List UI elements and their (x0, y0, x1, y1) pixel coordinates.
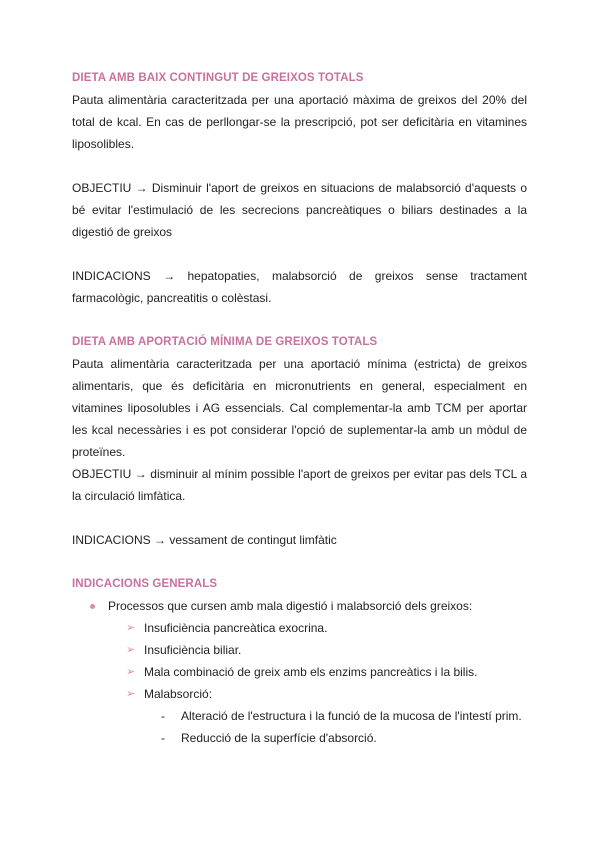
sub-sub-list-item-text: Alteració de l'estructura i la funció de la mucosa de l'intestí prim. (181, 709, 522, 723)
section-description: Pauta alimentària caracteritzada per una aportació mínima (estricta) de greixos alimentaris, que és deficitària en micronutrients en general, especialment en vitamines liposolubles i AG essencials. Cal complementar-la amb TCM per aportar les kcal necessàries i es pot considerar l'opció de suplementar-la amb un mòdul de proteïnes. (72, 357, 527, 459)
section-heading-general-indications: INDICACIONS GENERALS (72, 578, 218, 590)
general-indications-list (72, 595, 527, 749)
sub-list-item (108, 661, 527, 683)
sub-list-item (108, 639, 527, 661)
list-item-text: Processos que cursen amb mala digestió i malabsorció dels greixos: (108, 599, 473, 613)
sub-sub-list-item (144, 727, 527, 749)
sub-list-item (108, 617, 527, 639)
sub-list (108, 617, 527, 749)
sub-list-item-text: Insuficiència biliar. (144, 643, 242, 657)
section-indications: INDICACIONS → vessament de contingut limfàtic (72, 533, 337, 547)
bullet-dot-icon (90, 604, 95, 609)
section-description: Pauta alimentària caracteritzada per una aportació màxima de greixos del 20% del total de kcal. En cas de perllongar-se la prescripció, pot ser deficitària en vitamines liposolibles. (72, 93, 527, 151)
sub-list-item-text: Mala combinació de greix amb els enzims pancreàtics i la bilis. (144, 665, 478, 679)
arrow-bullet-icon: ➢ (126, 666, 136, 678)
section-heading-minimal-fat: DIETA AMB APORTACIÓ MÍNIMA DE GREIXOS TOTALS (72, 336, 378, 348)
sub-sub-list-item (144, 705, 527, 727)
dash-bullet-icon: - (161, 709, 165, 723)
sub-sub-list-item-text: Reducció de la superfície d'absorció. (181, 731, 377, 745)
arrow-bullet-icon: ➢ (126, 688, 136, 700)
section-indications: INDICACIONS → hepatopaties, malabsorció de greixos sense tractament farmacològic, pancreatitis o colèstasi. (72, 269, 527, 305)
section-heading-low-fat: DIETA AMB BAIX CONTINGUT DE GREIXOS TOTALS (72, 72, 364, 84)
sub-list-item (108, 683, 527, 749)
document-page (72, 67, 527, 749)
dash-bullet-icon: - (161, 731, 165, 745)
sub-list-item-text: Malabsorció: (144, 687, 213, 701)
arrow-bullet-icon: ➢ (126, 622, 136, 634)
arrow-bullet-icon: ➢ (126, 644, 136, 656)
section-objective: OBJECTIU → Disminuir l'aport de greixos en situacions de malabsorció d'aquests o bé evitar l'estimulació de les secrecions pancreàtiques o biliars destinades a la digestió de greixos (72, 181, 527, 239)
sub-sub-list (144, 705, 527, 749)
section-objective: OBJECTIU → disminuir al mínim possible l'aport de greixos per evitar pas dels TCL a la circulació limfàtica. (72, 467, 527, 503)
sub-list-item-text: Insuficiència pancreàtica exocrina. (144, 621, 328, 635)
list-item (72, 595, 527, 749)
